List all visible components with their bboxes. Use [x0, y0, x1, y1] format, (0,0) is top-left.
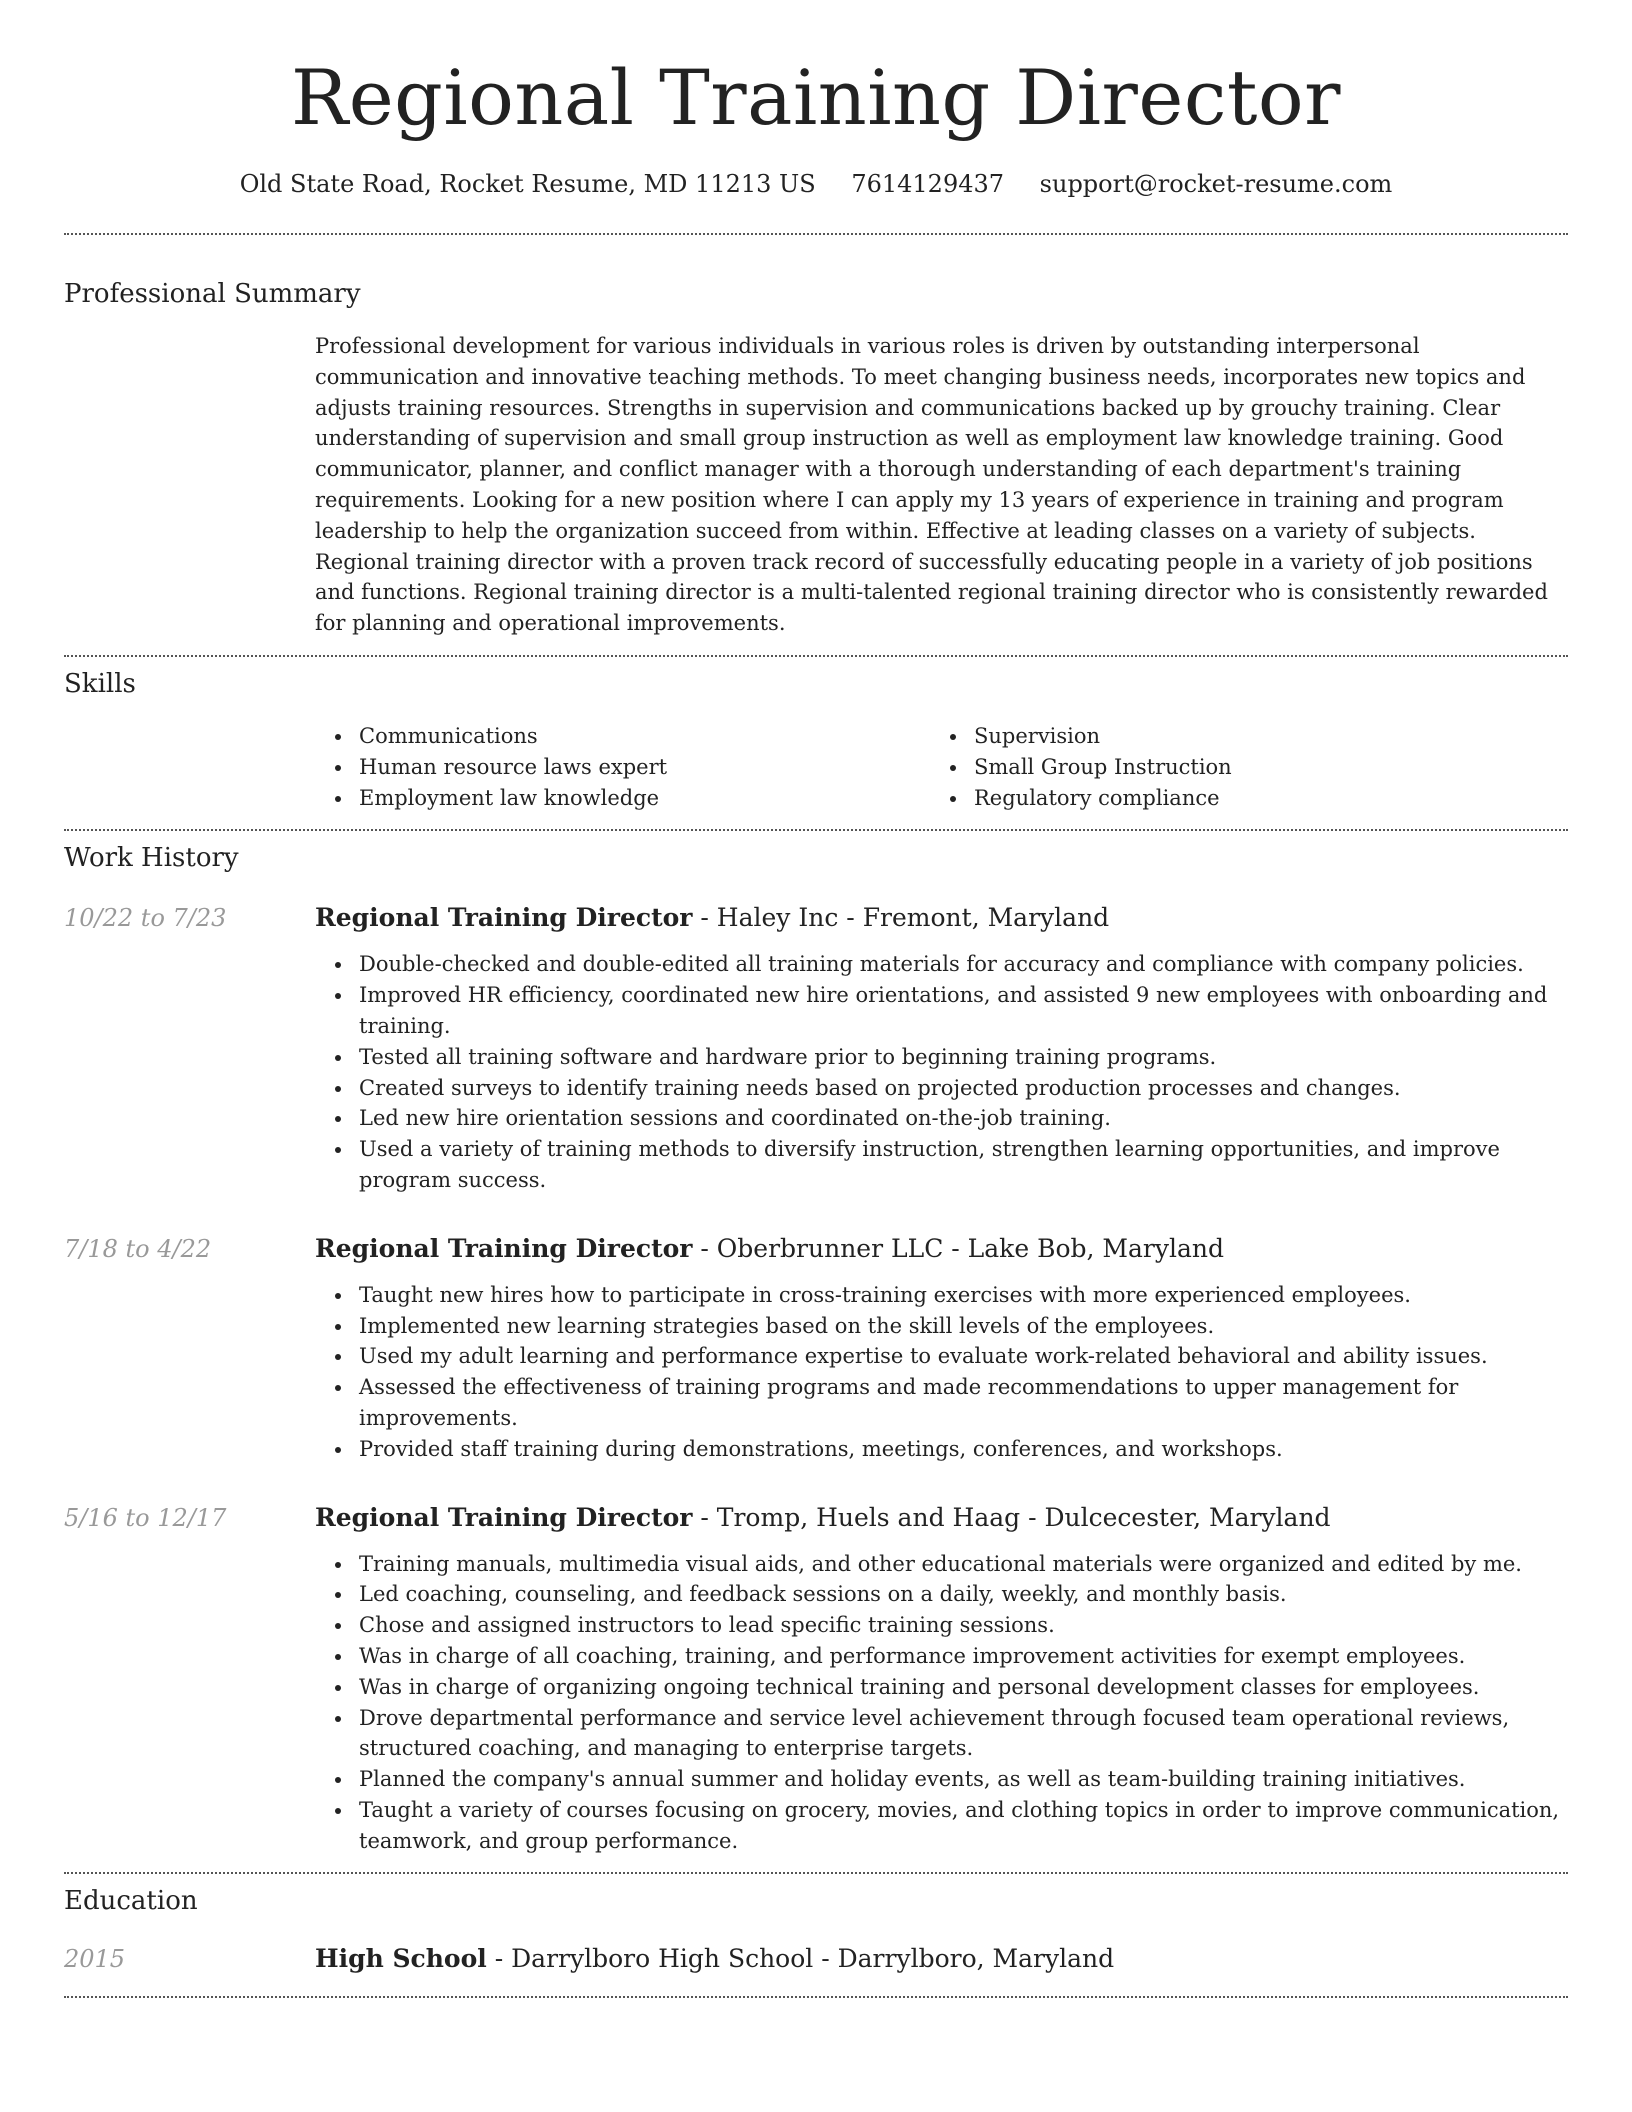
job-company: - Tromp, Huels and Haag - Dulcecester, Maryland	[692, 1502, 1331, 1532]
job-heading	[315, 1501, 1568, 1535]
job-role: Regional Training Director	[315, 903, 693, 933]
job-role: Regional Training Director	[315, 1233, 693, 1263]
summary-section	[64, 277, 1568, 639]
job-bullet: Used my adult learning and performance expertise to evaluate work-related behavioral and ability issues.	[315, 1341, 1568, 1372]
section-divider	[64, 1996, 1568, 1998]
job-date: 10/22 to 7/23	[64, 904, 227, 933]
work-history-title: Work History	[64, 843, 239, 874]
skills-list-left	[315, 721, 930, 813]
job-bullet: Was in charge of organizing ongoing technical training and personal development classes for employees.	[315, 1672, 1568, 1703]
job-role: Regional Training Director	[315, 1502, 693, 1532]
contact-phone: 7614129437	[851, 170, 1005, 198]
job-bullet: Improved HR efficiency, coordinated new hire orientations, and assisted 9 new employees with onboarding and training.	[315, 980, 1568, 1042]
skill-item: Employment law knowledge	[315, 783, 930, 814]
contact-line	[64, 168, 1568, 200]
education-school: - Darrylboro High School - Darrylboro, Maryland	[486, 1944, 1115, 1974]
skill-item: Regulatory compliance	[930, 783, 1545, 814]
job-bullet: Chose and assigned instructors to lead specific training sessions.	[315, 1610, 1568, 1641]
job-bullets	[315, 949, 1568, 1195]
skill-item: Human resource laws expert	[315, 752, 930, 783]
summary-text: Professional development for various individuals in various roles is driven by outstanding interpersonal communication and innovative teaching methods. To meet changing business needs, incorporates new topics and adjusts training resources. Strengths in supervision and communications backed up by grouchy training. Clear understanding of supervision and small group instruction as well as employment law knowledge training. Good communicator, planner, and conflict manager with a thorough understanding of each department's training requirements. Looking for a new position where I can apply my 13 years of experience in training and program leadership to help the organization succeed from within. Effective at leading classes on a variety of subjects. Regional training director with a proven track record of successfully educating people in a variety of job positions and functions. Regional training director is a multi-talented regional training director who is consistently rewarded for planning and operational improvements.	[315, 334, 1548, 636]
education-title: Education	[64, 1886, 198, 1917]
resume-header	[64, 0, 1568, 200]
resume-page	[64, 0, 1568, 1998]
job-bullet: Training manuals, multimedia visual aids, and other educational materials were organized and edited by me.	[315, 1549, 1568, 1580]
job-body	[315, 1232, 1568, 1465]
section-divider	[64, 233, 1568, 235]
education-entry	[64, 1942, 1568, 1976]
job-body	[315, 1501, 1568, 1857]
job-bullet: Led new hire orientation sessions and coordinated on-the-job training.	[315, 1103, 1568, 1134]
skills-list-right	[930, 721, 1545, 813]
education-heading	[315, 1942, 1568, 1976]
job-date: 5/16 to 12/17	[64, 1503, 227, 1532]
job-entry	[64, 1501, 1568, 1857]
job-bullets	[315, 1549, 1568, 1857]
job-date: 7/18 to 4/22	[64, 1234, 212, 1263]
job-bullets	[315, 1280, 1568, 1465]
job-bullet: Taught a variety of courses focusing on grocery, movies, and clothing topics in order to improve communication, teamwork, and group performance.	[315, 1795, 1568, 1857]
job-heading	[315, 901, 1568, 935]
skill-item: Supervision	[930, 721, 1545, 752]
section-divider	[64, 829, 1568, 831]
job-body	[315, 901, 1568, 1195]
job-company: - Oberbrunner LLC - Lake Bob, Maryland	[692, 1233, 1224, 1263]
job-bullet: Drove departmental performance and service level achievement through focused team operational reviews, structured coaching, and managing to enterprise targets.	[315, 1703, 1568, 1765]
job-bullet: Tested all training software and hardware prior to beginning training programs.	[315, 1042, 1568, 1073]
job-bullet: Implemented new learning strategies based on the skill levels of the employees.	[315, 1311, 1568, 1342]
skill-item: Small Group Instruction	[930, 752, 1545, 783]
job-heading	[315, 1232, 1568, 1266]
job-company: - Haley Inc - Fremont, Maryland	[692, 903, 1110, 933]
skills-section	[64, 667, 1568, 813]
work-history-section	[64, 841, 1568, 1856]
education-section	[64, 1884, 1568, 1976]
summary-title: Professional Summary	[64, 279, 361, 309]
job-bullet: Assessed the effectiveness of training programs and made recommendations to upper management for improvements.	[315, 1372, 1568, 1434]
job-bullet: Created surveys to identify training needs based on projected production processes and changes.	[315, 1073, 1568, 1104]
candidate-name: Regional Training Director	[290, 53, 1342, 142]
skills-title: Skills	[64, 668, 136, 699]
job-entry	[64, 901, 1568, 1195]
skill-item: Communications	[315, 721, 930, 752]
job-bullet: Provided staff training during demonstrations, meetings, conferences, and workshops.	[315, 1434, 1568, 1465]
section-divider	[64, 1872, 1568, 1874]
job-bullet: Used a variety of training methods to diversify instruction, strengthen learning opportunities, and improve program success.	[315, 1134, 1568, 1196]
contact-address: Old State Road, Rocket Resume, MD 11213 US	[239, 170, 816, 198]
education-degree: High School	[315, 1944, 487, 1974]
job-bullet: Was in charge of all coaching, training, and performance improvement activities for exempt employees.	[315, 1641, 1568, 1672]
job-bullet: Led coaching, counseling, and feedback sessions on a daily, weekly, and monthly basis.	[315, 1579, 1568, 1610]
education-date: 2015	[64, 1945, 126, 1974]
job-bullet: Taught new hires how to participate in cross-training exercises with more experienced employees.	[315, 1280, 1568, 1311]
skills-grid	[315, 721, 1568, 813]
section-divider	[64, 655, 1568, 657]
job-entry	[64, 1232, 1568, 1465]
job-bullet: Planned the company's annual summer and holiday events, as well as team-building training initiatives.	[315, 1764, 1568, 1795]
contact-email: support@rocket-resume.com	[1039, 170, 1393, 198]
education-body	[315, 1942, 1568, 1976]
job-bullet: Double-checked and double-edited all training materials for accuracy and compliance with company policies.	[315, 949, 1568, 980]
